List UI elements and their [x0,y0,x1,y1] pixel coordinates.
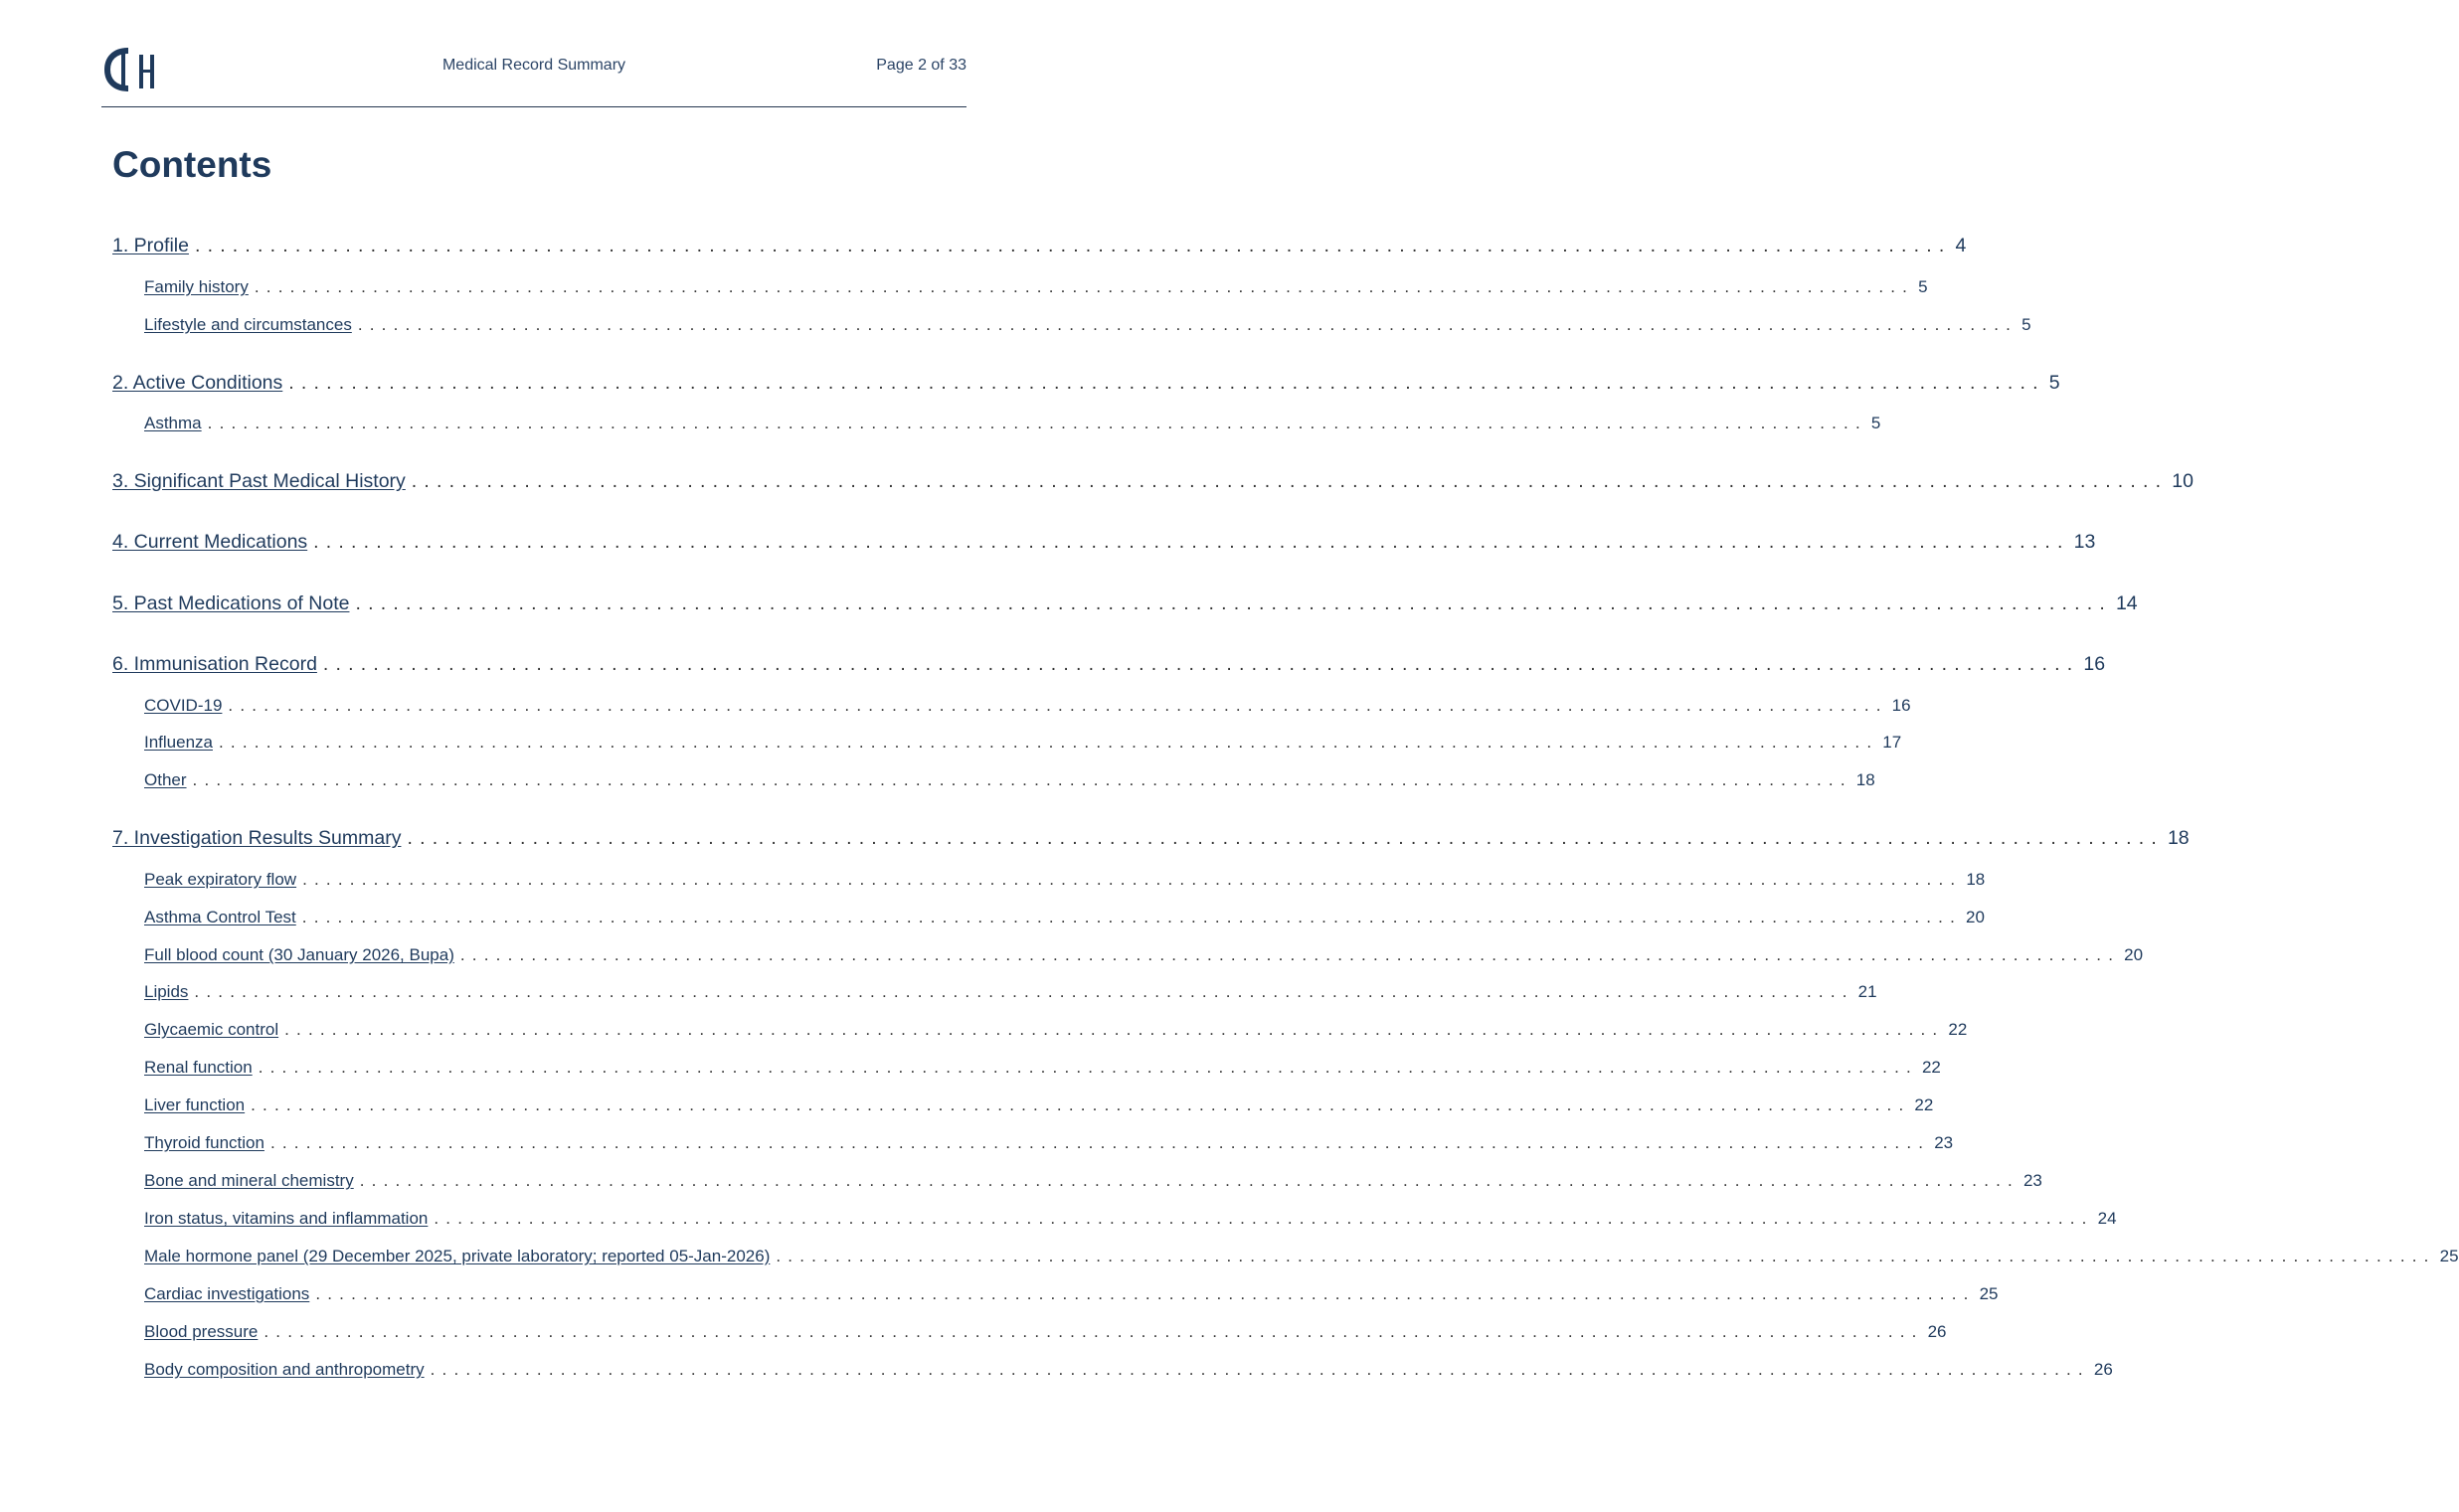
toc-page-number: 14 [2115,592,2138,614]
toc-entry-link[interactable]: 6. Immunisation Record [112,653,317,675]
toc-page-number: 24 [2097,1209,2117,1228]
toc-page-number: 25 [2439,1247,2459,1265]
toc-page-number: 22 [1921,1058,1941,1077]
toc-entry-link[interactable]: Lifestyle and circumstances [144,315,352,334]
toc-dot-leader: ............................................................................................................................................ [207,414,1867,432]
toc-dot-leader: ............................................................................................................................................ [301,908,1963,926]
toc-dot-leader: ............................................................................................................................................ [430,1360,2090,1379]
toc-entry[interactable] [112,531,2096,554]
page-number: Page 2 of 33 [876,57,966,74]
toc-entry[interactable] [144,908,1985,927]
toc-page-number: 26 [1927,1322,1947,1341]
toc-page-number: 25 [1979,1284,1999,1303]
toc-dot-leader: ............................................................................................................................................ [407,827,2164,849]
toc-entry-link[interactable]: Bone and mineral chemistry [144,1171,354,1190]
document-title: Medical Record Summary [441,57,626,74]
toc-entry-link[interactable]: Asthma Control Test [144,908,296,926]
toc-dot-leader: ............................................................................................................................................ [355,592,2112,614]
toc-dot-leader: ............................................................................................................................................ [315,1284,1976,1303]
toc-dot-leader: ............................................................................................................................................ [302,870,1963,889]
toc-page-number: 5 [2021,315,2031,334]
toc-entry[interactable] [144,1133,1954,1153]
toc-page-number: 5 [1870,414,1881,432]
toc-entry[interactable] [144,1020,1968,1040]
toc-page-number: 22 [1948,1020,1968,1039]
toc-dot-leader: ............................................................................................................................................ [322,653,2080,675]
toc-page-number: 18 [1855,770,1875,789]
toc-entry-link[interactable]: Glycaemic control [144,1020,279,1039]
toc-entry[interactable] [112,653,2106,676]
toc-page-number: 26 [2093,1360,2113,1379]
toc-dot-leader: ............................................................................................................................................ [288,372,2045,394]
toc-dot-leader: ............................................................................................................................................ [251,1095,1911,1114]
toc-entry[interactable] [144,277,1928,297]
toc-entry[interactable] [144,1284,1999,1304]
toc-entry[interactable] [112,372,2060,395]
toc-entry[interactable] [144,1058,1941,1078]
toc-dot-leader: ............................................................................................................................................ [357,315,2019,334]
toc-dot-leader: ............................................................................................................................................ [776,1247,2436,1265]
toc-entry-link[interactable]: Other [144,770,187,789]
toc-entry[interactable] [112,592,2138,615]
toc-dot-leader: ............................................................................................................................................ [194,982,1854,1001]
toc-entry[interactable] [144,1209,2117,1229]
toc-dot-leader: ............................................................................................................................................ [254,277,1915,296]
toc-dot-leader: ............................................................................................................................................ [228,696,1888,715]
toc-entry[interactable] [144,870,1986,890]
toc-entry-link[interactable]: Asthma [144,414,202,432]
toc-dot-leader: ............................................................................................................................................ [258,1058,1918,1077]
toc-page-number: 16 [2083,653,2106,675]
toc-page-number: 18 [1966,870,1986,889]
toc-page-number: 23 [1934,1133,1954,1152]
toc-page-number: 5 [1918,277,1928,296]
toc-page-number: 5 [2048,372,2060,394]
toc-dot-leader: ............................................................................................................................................ [411,470,2169,492]
toc-page-number: 10 [2172,470,2194,492]
toc-page-number: 20 [2124,945,2144,964]
toc-entry-link[interactable]: 7. Investigation Results Summary [112,827,402,849]
toc-page-number: 17 [1882,733,1902,752]
toc-entry-link[interactable]: 4. Current Medications [112,531,308,553]
toc-entry[interactable] [144,1247,2459,1266]
toc-entry[interactable] [144,945,2144,965]
toc-entry[interactable] [112,235,1967,257]
toc-entry[interactable] [112,827,2190,850]
toc-entry-link[interactable]: Influenza [144,733,213,752]
toc-dot-leader: ............................................................................................................................................ [263,1322,1924,1341]
toc-page-number: 20 [1966,908,1985,926]
toc-entry[interactable] [144,315,2031,335]
toc-dot-leader: ............................................................................................................................................ [284,1020,1945,1039]
toc-entry[interactable] [144,1171,2042,1191]
toc-entry[interactable] [112,470,2194,493]
toc-page-number: 18 [2167,827,2190,849]
toc-entry-link[interactable]: Blood pressure [144,1322,259,1341]
toc-dot-leader: ............................................................................................................................................ [219,733,1879,752]
toc-entry-link[interactable]: Body composition and anthropometry [144,1360,425,1379]
toc-entry[interactable] [144,414,1881,433]
toc-dot-leader: ............................................................................................................................................ [194,235,1952,256]
toc-page-number: 4 [1955,235,1967,256]
toc-dot-leader: ............................................................................................................................................ [459,945,2121,964]
toc-entry-link[interactable]: 1. Profile [112,235,189,256]
toc-entry[interactable] [144,1322,1947,1342]
toc-entry-link[interactable]: Renal function [144,1058,253,1077]
toc-entry-link[interactable]: 3. Significant Past Medical History [112,470,406,492]
contents-heading: Contents [112,144,272,185]
toc-entry-link[interactable]: COVID-19 [144,696,223,715]
toc-dot-leader: ............................................................................................................................................ [434,1209,2094,1228]
toc-entry[interactable] [144,1095,1934,1115]
toc-entry-link[interactable]: Cardiac investigations [144,1284,310,1303]
toc-page-number: 21 [1857,982,1877,1001]
toc-entry-link[interactable]: Thyroid function [144,1133,264,1152]
toc-entry-link[interactable]: Family history [144,277,249,296]
toc-entry[interactable] [144,982,1877,1002]
toc-entry-link[interactable]: Peak expiratory flow [144,870,297,889]
page-header [101,40,966,107]
toc-dot-leader: ............................................................................................................................................ [359,1171,2020,1190]
toc-entry[interactable] [144,733,1902,753]
toc-entry[interactable] [144,770,1875,790]
toc-dot-leader: ............................................................................................................................................ [313,531,2070,553]
toc-dot-leader: ............................................................................................................................................ [192,770,1852,789]
toc-page-number: 13 [2073,531,2096,553]
toc-page-number: 22 [1914,1095,1934,1114]
toc-entry-link[interactable]: Full blood count (30 January 2026, Bupa) [144,945,454,964]
toc-entry-link[interactable]: 5. Past Medications of Note [112,592,350,614]
toc-entry-link[interactable]: Liver function [144,1095,246,1114]
toc-entry-link[interactable]: Male hormone panel (29 December 2025, private laboratory; reported 05-Jan-2026) [144,1247,771,1265]
toc-entry-link[interactable]: 2. Active Conditions [112,372,283,394]
toc-page-number: 16 [1891,696,1911,715]
toc-dot-leader: ............................................................................................................................................ [269,1133,1931,1152]
toc-entry[interactable] [144,1360,2113,1380]
toc-entry-link[interactable]: Lipids [144,982,189,1001]
toc-page-number: 23 [2022,1171,2042,1190]
toc-entry[interactable] [144,696,1911,716]
toc-entry-link[interactable]: Iron status, vitamins and inflammation [144,1209,429,1228]
